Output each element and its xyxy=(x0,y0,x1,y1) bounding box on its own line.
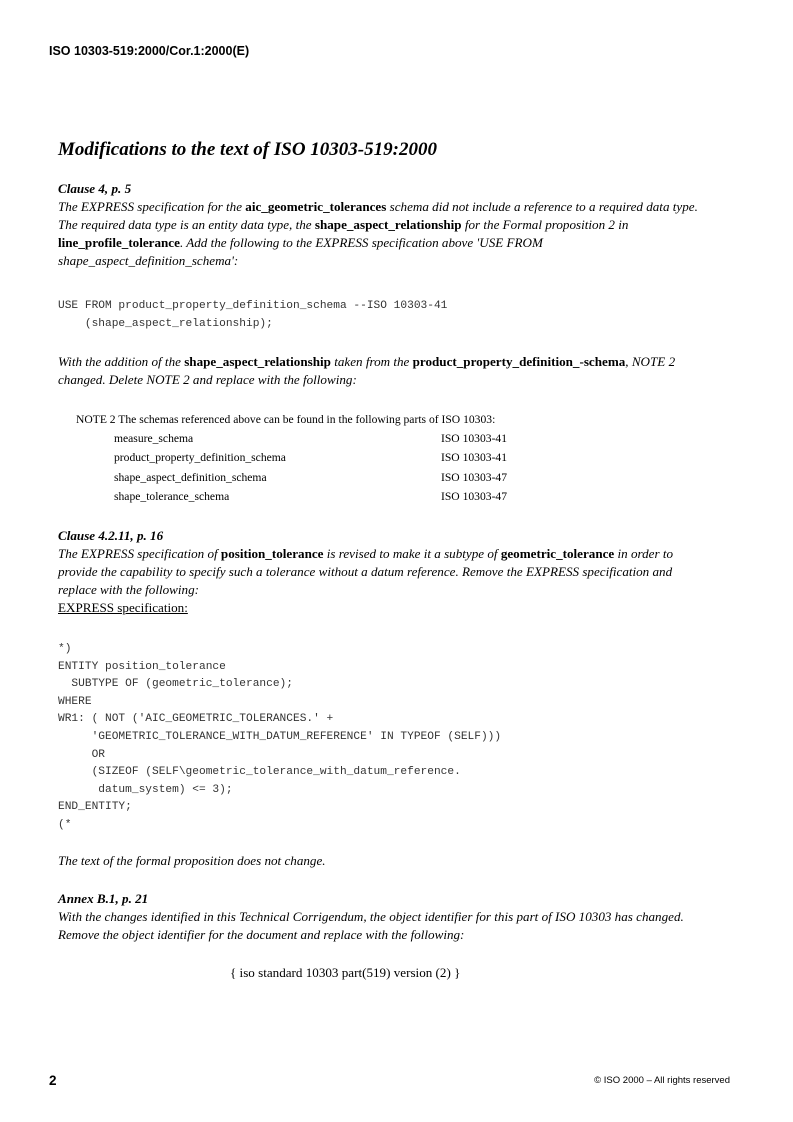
clause-4-2-11-section xyxy=(58,527,698,617)
express-code-block: *) ENTITY position_tolerance SUBTYPE OF (geometric_tolerance); WHERE WR1: ( NOT ('AIC_GEOMETRIC_TOLERANCES.' + 'GEOMETRIC_TOLERANCE_WITH_DATUM_REFERENCE' IN TYPEOF (SELF))) OR (SIZEOF (SELF\geometric_tolerance_with_datum_reference. datum_system) <= 3); END_ENTITY; (* xyxy=(58,643,502,831)
clause-4-heading: Clause 4, p. 5 xyxy=(58,181,132,196)
document-header: ISO 10303-519:2000/Cor.1:2000(E) xyxy=(49,44,250,58)
formal-proposition-note: The text of the formal proposition does not change. xyxy=(58,853,326,868)
clause-4-section xyxy=(58,180,698,270)
copyright-notice: © ISO 2000 – All rights reserved xyxy=(594,1075,730,1086)
annex-b1-section xyxy=(58,890,698,944)
object-identifier: { iso standard 10303 part(519) version (2) } xyxy=(230,965,461,980)
note-2-text: NOTE 2 The schemas referenced above can be found in the following parts of ISO 10303: xyxy=(76,413,496,426)
note-schema-name: measure_schema xyxy=(114,432,194,445)
annex-b1-paragraph: With the changes identified in this Technical Corrigendum, the object identifier for this part of ISO 10303 has changed. Remove the object identifier for the document and replace with the following: xyxy=(58,909,684,942)
use-from-code: USE FROM product_property_definition_schema --ISO 10303-41 (shape_aspect_relationship); xyxy=(58,300,448,330)
clause-4-paragraph: The EXPRESS specification for the aic_geometric_tolerances schema did not include a reference to a required data type. The required data type is an entity data type, the shape_aspect_relationship for the Formal proposition 2 in line_profile_tolerance. Add the following to the EXPRESS specification above 'USE FROM shape_aspect_definition_schema': xyxy=(58,199,698,268)
note-part-number: ISO 10303-47 xyxy=(441,471,508,484)
clause-4-2-11-paragraph: The EXPRESS specification of position_tolerance is revised to make it a subtype of geometric_tolerance in order to provide the capability to specify such a tolerance without a datum reference. Remove the EXPRESS specification and replace with the following: xyxy=(58,546,674,597)
note-part-number: ISO 10303-41 xyxy=(441,451,508,464)
clause-4-2-11-heading: Clause 4.2.11, p. 16 xyxy=(58,528,164,543)
annex-b1-heading: Annex B.1, p. 21 xyxy=(58,891,149,906)
note-part-number: ISO 10303-47 xyxy=(441,490,508,503)
note-schema-name: shape_aspect_definition_schema xyxy=(114,471,267,484)
page-number: 2 xyxy=(49,1073,57,1088)
note-part-number: ISO 10303-41 xyxy=(441,432,508,445)
note-schema-name: product_property_definition_schema xyxy=(114,451,286,464)
note-schema-name: shape_tolerance_schema xyxy=(114,490,230,503)
page-title: Modifications to the text of ISO 10303-519:2000 xyxy=(58,139,437,160)
note-change-paragraph: With the addition of the shape_aspect_relationship taken from the product_property_definition_-schema, NOTE 2 changed. Delete NOTE 2 and replace with the following: xyxy=(58,354,676,387)
express-specification-label: EXPRESS specification: xyxy=(58,600,188,615)
